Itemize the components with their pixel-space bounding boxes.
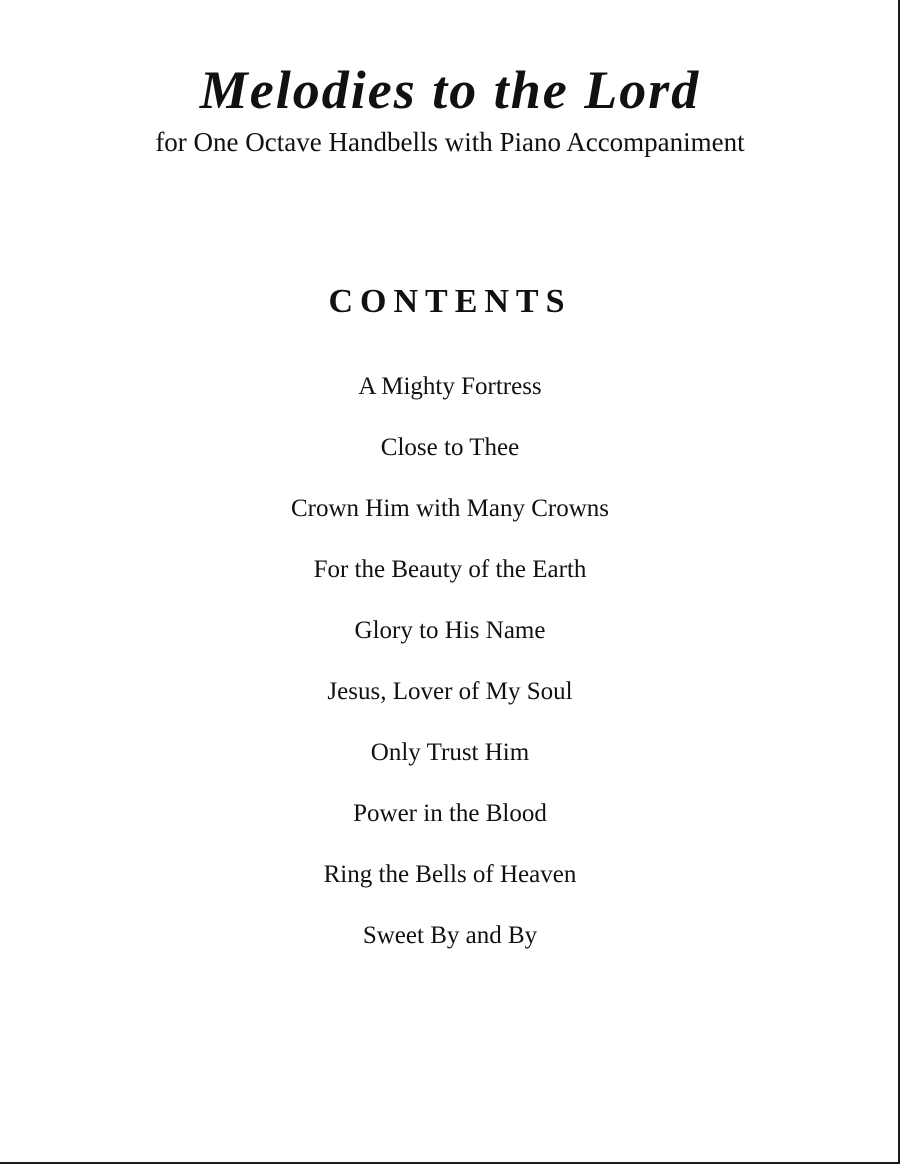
page-subtitle: for One Octave Handbells with Piano Accompaniment	[155, 127, 745, 157]
contents-item: Ring the Bells of Heaven	[323, 861, 577, 888]
contents-item: Glory to His Name	[354, 617, 546, 644]
contents-list	[0, 369, 900, 979]
contents-item: Only Trust Him	[370, 739, 530, 766]
contents-item: Power in the Blood	[353, 800, 547, 827]
contents-item: Jesus, Lover of My Soul	[327, 678, 573, 705]
contents-item: For the Beauty of the Earth	[313, 556, 587, 583]
contents-item: Crown Him with Many Crowns	[290, 495, 610, 522]
contents-heading: CONTENTS	[328, 283, 572, 320]
contents-item: Close to Thee	[380, 434, 520, 461]
page-title: Melodies to the Lord	[199, 60, 701, 120]
contents-item: Sweet By and By	[362, 922, 538, 949]
contents-item: A Mighty Fortress	[358, 373, 542, 400]
